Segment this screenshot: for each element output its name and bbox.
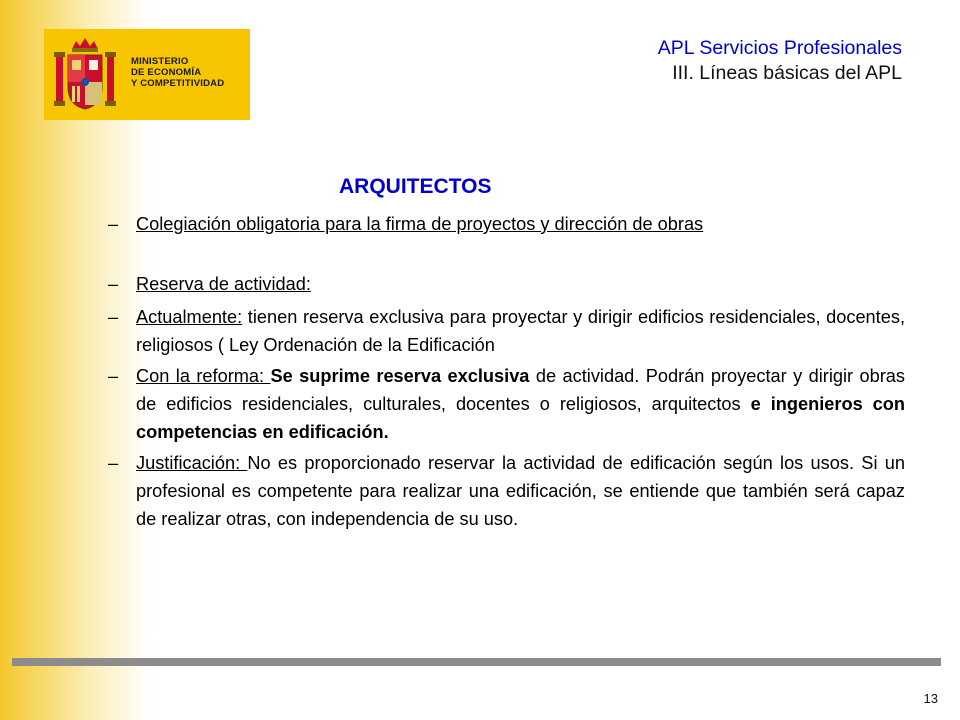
bullet-label: Con la reforma:	[136, 366, 271, 386]
bullet-text: No es proporcionado reservar la actividad de edificación según los usos. Si un profesional es competente para realizar una edificación, se entiende que también será capaz de realizar otras, con independencia de su uso.	[136, 453, 905, 529]
coat-of-arms-icon	[50, 35, 120, 115]
bullet-label: Reserva de actividad:	[136, 274, 311, 294]
logo-line-2: DE ECONOMÍA	[131, 67, 202, 78]
ministry-logo	[44, 29, 250, 120]
bullet-justificacion	[108, 449, 905, 533]
bullet-marker: –	[108, 453, 119, 473]
logo-line-1: MINISTERIO	[131, 56, 189, 67]
bullet-marker: –	[108, 214, 119, 234]
bullet-label: Actualmente:	[136, 307, 243, 327]
footer-divider	[12, 658, 941, 666]
section-title: ARQUITECTOS	[339, 175, 492, 198]
bullet-colegiacion	[108, 210, 905, 238]
bullet-reforma	[108, 362, 905, 446]
spacer	[108, 238, 905, 270]
bullet-bold-text: Se suprime reserva exclusiva	[270, 366, 530, 386]
bullet-actualmente	[108, 303, 905, 359]
bullet-text: Colegiación obligatoria para la firma de proyectos y dirección de obras	[136, 214, 704, 234]
bullet-text: tienen reserva exclusiva para proyectar y dirigir edificios residenciales, docentes, religiosos ( Ley Ordenación de la Edificación	[136, 307, 905, 355]
bullet-reserva	[108, 270, 905, 298]
page-number: 13	[923, 691, 938, 706]
bullet-marker: –	[108, 366, 119, 386]
bullet-marker: –	[108, 274, 119, 294]
bullet-label: Justificación:	[136, 453, 248, 473]
slide-header	[658, 36, 902, 86]
header-title: APL Servicios Profesionales	[657, 37, 902, 59]
header-subtitle: III. Líneas básicas del APL	[672, 62, 902, 84]
bullet-bold-text: e ingenieros con competencias en edificación.	[136, 394, 905, 442]
bullet-marker: –	[108, 307, 119, 327]
ministry-name	[131, 56, 224, 89]
bullet-text: de actividad. Podrán proyectar y dirigir obras de edificios residenciales, culturales, docentes o religiosos, arquitectos	[136, 366, 905, 414]
logo-line-3: Y COMPETITIVIDAD	[131, 78, 225, 89]
bullet-list	[108, 210, 905, 533]
